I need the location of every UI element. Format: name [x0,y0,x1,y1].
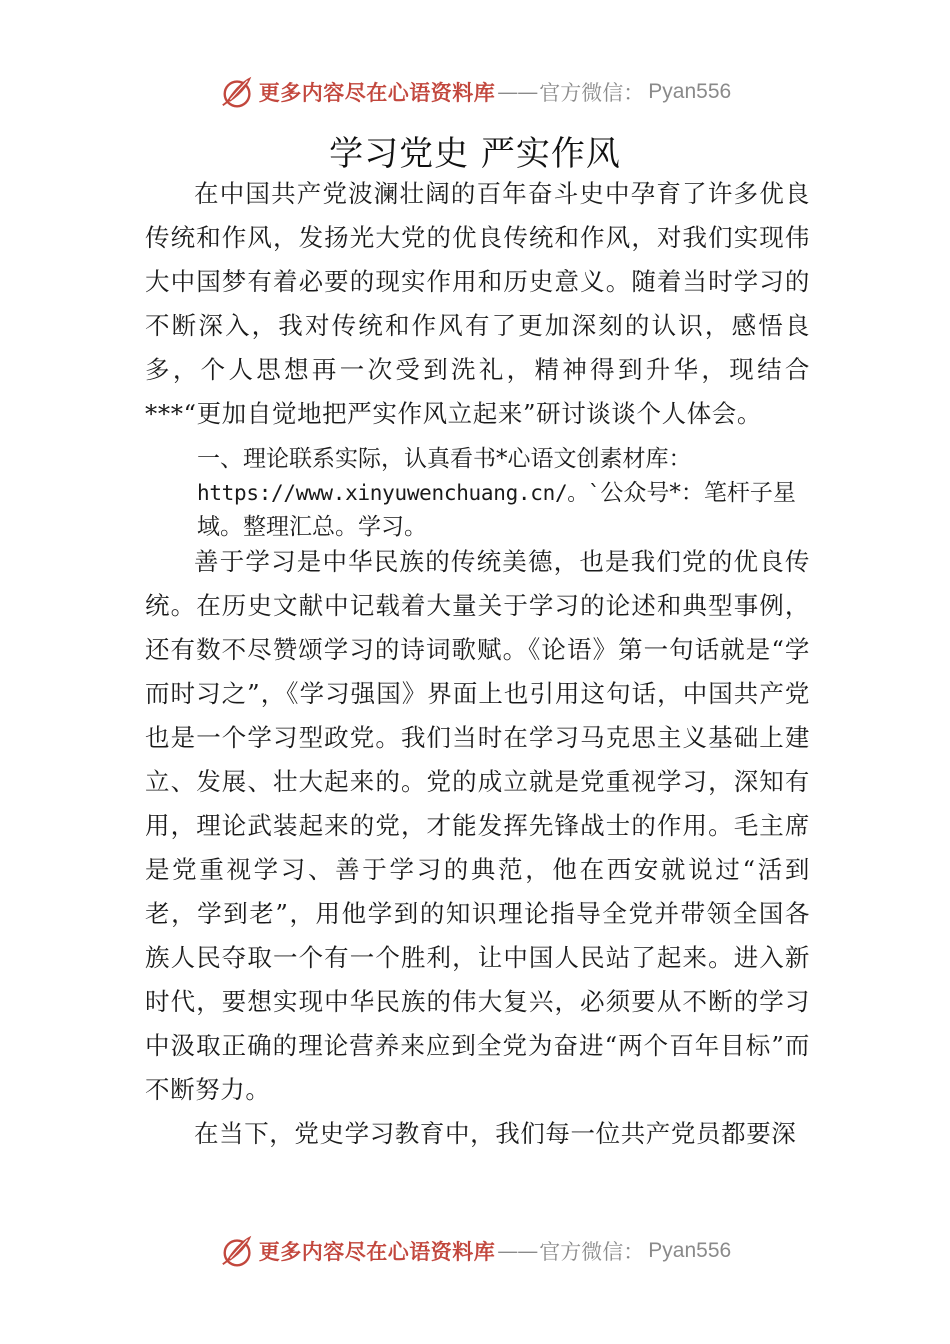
wechat-id: Pyan556 [648,1239,732,1262]
feather-logo-icon [219,1231,257,1271]
heading-tail: 公众号*：笔杆子星域。整理汇总。学习。 [197,480,796,540]
section-heading [197,442,810,544]
paragraph-continued: 在当下，党史学习教育中，我们每一位共产党员都要深 [194,1119,797,1148]
wechat-label: 官方微信： [539,81,645,105]
header-watermark [0,70,950,114]
paragraph-intro: 在中国共产党波澜壮阔的百年奋斗史中孕育了许多优良传统和作风，发扬光大党的优良传统和作风，对我们实现伟大中国梦有着必要的现实作用和历史意义。随着当时学习的不断深入，我对传统和作风有了更加深刻的认识，感悟良多，个人思想再一次受到洗礼，精神得到升华，现结合***“更加自觉地把严实作风立起来”研讨谈谈个人体会。 [145,179,810,428]
brand-text: 更多内容尽在心语资料库 [258,80,496,105]
feather-logo-icon [219,72,257,112]
document-title: 学习党史 严实作风 [329,134,621,174]
heading-text: 一、理论联系实际，认真看书*心语文创素材库： [197,446,692,472]
footer-watermark [0,1229,950,1273]
banner-dash: —— [497,1239,538,1263]
wechat-id: Pyan556 [648,80,732,103]
heading-url: https://www.xinyuwenchuang.cn/。` [197,481,601,505]
wechat-label: 官方微信： [539,1240,645,1264]
banner-dash: —— [497,80,538,104]
brand-text: 更多内容尽在心语资料库 [258,1239,496,1264]
paragraph-learning: 善于学习是中华民族的传统美德，也是我们党的优良传统。在历史文献中记载着大量关于学习的论述和典型事例，还有数不尽赞颂学习的诗词歌赋。《论语》第一句话就是“学而时习之”，《学习强国》界面上也引用这句话，中国共产党也是一个学习型政党。我们当时在学习马克思主义基础上建立、发展、壮大起来的。党的成立就是党重视学习，深知有用，理论武装起来的党，才能发挥先锋战士的作用。毛主席是党重视学习、善于学习的典范，他在西安就说过“活到老，学到老”，用他学到的知识理论指导全党并带领全国各族人民夺取一个有一个胜利，让中国人民站了起来。进入新时代，要想实现中华民族的伟大复兴，必须要从不断的学习中汲取正确的理论营养来应到全党为奋进“两个百年目标”而不断努力。 [145,547,810,1104]
